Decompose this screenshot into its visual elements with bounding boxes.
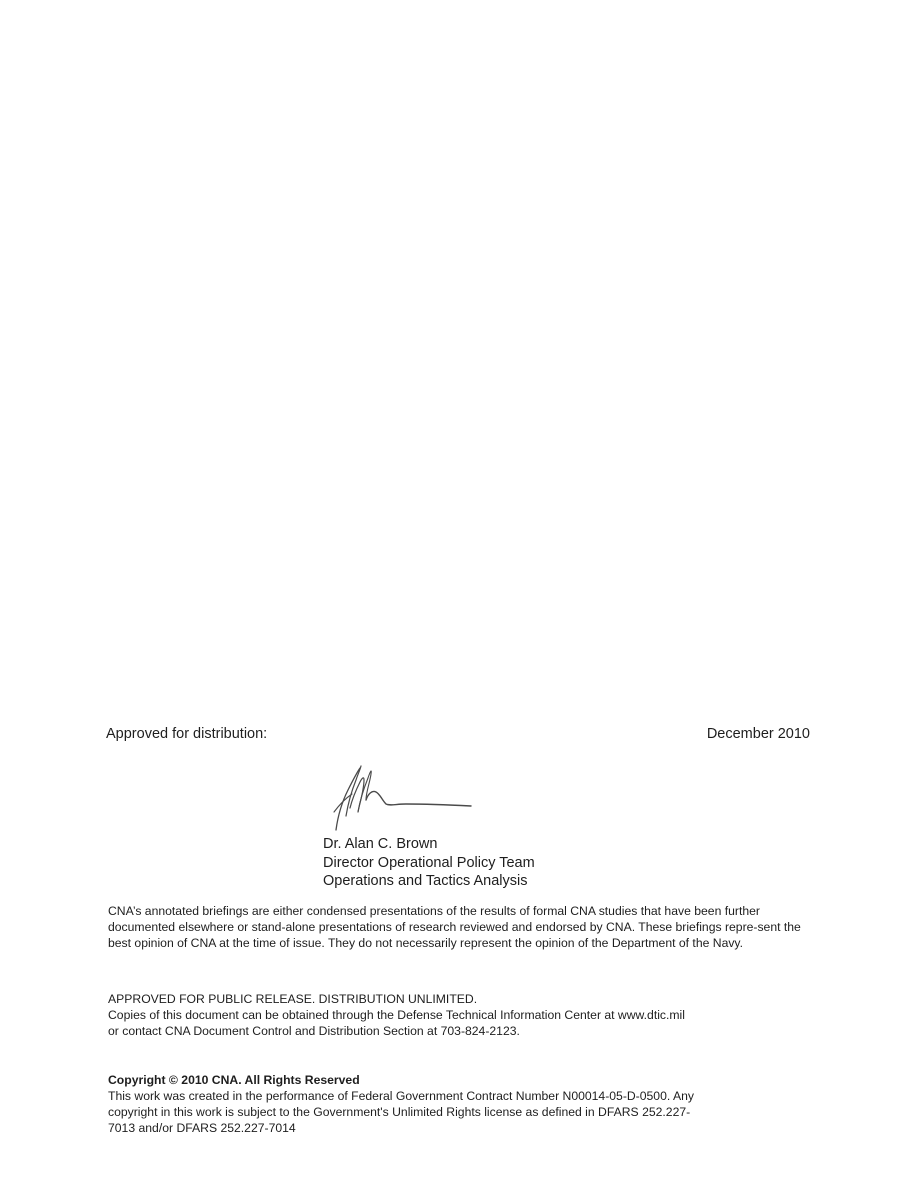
disclaimer-text: CNA’s annotated briefings are either condensed presentations of the results of formal CNA studies that have been further documented elsewhere or stand-alone presentations of research reviewed and endorsed by CNA. These briefings repre-sent the best opinion of CNA at the time of issue. They do not necessarily represent the opinion of the Department of the Navy. bbox=[108, 904, 801, 950]
signatory-block bbox=[323, 835, 535, 891]
signatory-name: Dr. Alan C. Brown bbox=[323, 836, 438, 852]
approval-row bbox=[106, 726, 810, 746]
release-copies-line: Copies of this document can be obtained through the Defense Technical Information Center at www.dtic.mil bbox=[108, 1008, 685, 1022]
release-statement: APPROVED FOR PUBLIC RELEASE. DISTRIBUTION UNLIMITED. bbox=[108, 992, 478, 1006]
signatory-division: Operations and Tactics Analysis bbox=[323, 873, 528, 889]
copyright-heading: Copyright © 2010 CNA. All Rights Reserved bbox=[108, 1073, 360, 1087]
approval-date: December 2010 bbox=[706, 726, 810, 742]
release-block bbox=[108, 991, 810, 1039]
signature-image bbox=[326, 760, 476, 832]
approved-for-distribution-label: Approved for distribution: bbox=[106, 726, 268, 742]
copyright-block bbox=[108, 1072, 810, 1136]
signatory-title: Director Operational Policy Team bbox=[323, 854, 535, 871]
copyright-line-2: copyright in this work is subject to the Government's Unlimited Rights license as defined in DFARS 252.227- bbox=[108, 1105, 691, 1119]
copyright-line-1: This work was created in the performance of Federal Government Contract Number N00014-05-D-0500. Any bbox=[108, 1089, 694, 1103]
disclaimer-block bbox=[108, 903, 810, 951]
release-contact-line: or contact CNA Document Control and Distribution Section at 703-824-2123. bbox=[108, 1024, 520, 1038]
copyright-line-3: 7013 and/or DFARS 252.227-7014 bbox=[108, 1121, 296, 1135]
